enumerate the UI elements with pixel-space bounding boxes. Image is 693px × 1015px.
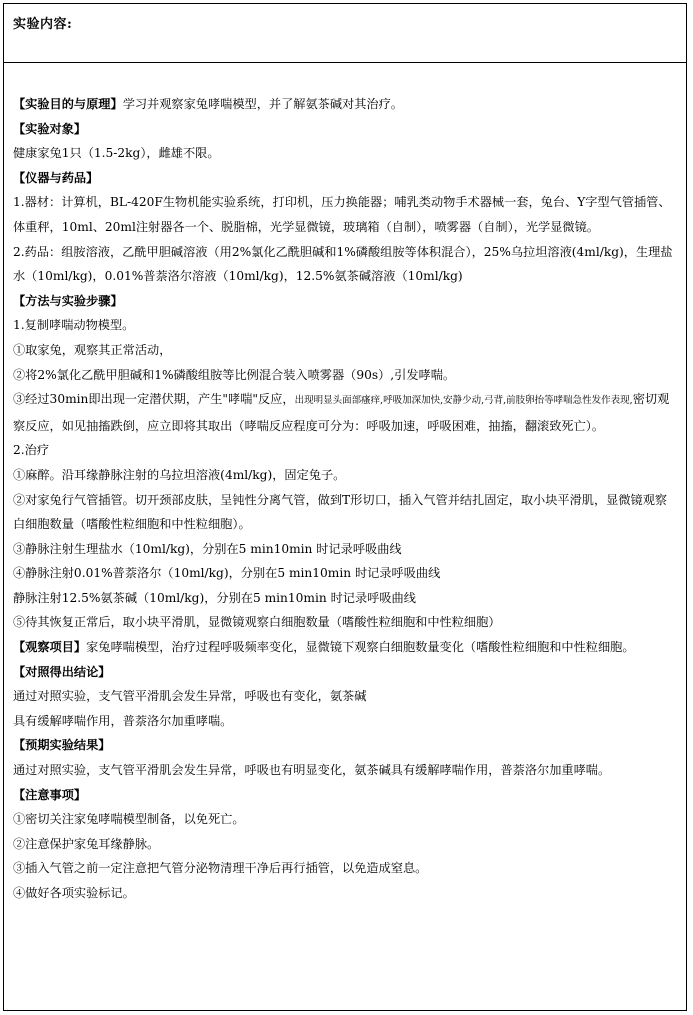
method-step-text: 密切观察反应，如见抽搐跌倒，应立即将其取出（哮喘反应程度可分为：呼吸加速，呼吸困难，抽搐，翻滚致死亡）。 xyxy=(13,392,670,433)
experiment-content xyxy=(13,92,677,906)
note-item: ②注意保护家兔耳缘静脉。 xyxy=(13,836,160,851)
method-step-note: 出现明显头面部瘙痒,呼吸加深加快,安静少动,弓背,前肢卵抬等哮喘急性发作表现, xyxy=(294,395,633,407)
section-heading: 【对照得出结论】 xyxy=(13,664,111,679)
note-item: ③插入气管之前一定注意把气管分泌物清理干净后再行插管，以免造成窒息。 xyxy=(13,861,428,876)
observation-paragraph xyxy=(13,635,677,660)
conclusion-text: 具有缓解哮喘作用，普萘洛尔加重哮喘。 xyxy=(13,713,233,728)
method-step: ②将2%氯化乙酰甲胆碱和1%磷酸组胺等比例混合装入喷雾器（90s）,引发哮喘。 xyxy=(13,367,456,382)
section-heading: 【实验目的与原理】 xyxy=(13,97,123,111)
section-heading: 【仪器与药品】 xyxy=(13,170,99,185)
section-heading: 【方法与实验步骤】 xyxy=(13,293,123,308)
method-step: ①取家兔，观察其正常活动， xyxy=(13,342,172,357)
purpose-text: 学习并观察家兔哮喘模型，并了解氨茶碱对其治疗。 xyxy=(122,97,403,111)
method-step: ②对家兔行气管插管。切开颈部皮肤，呈钝性分离气管，做到T形切口，插入气管并结扎固定，取小块平滑肌，显微镜观察白细胞数量（嗜酸性粒细胞和中性粒细胞）。 xyxy=(13,492,668,532)
method-step: ④静脉注射0.01%普萘洛尔（10ml/kg)，分别在5 min10min 时记录呼吸曲线 xyxy=(13,566,441,581)
purpose-paragraph xyxy=(13,92,677,117)
method-step: 2.治疗 xyxy=(13,443,50,458)
equipment-text: 1.器材：计算机，BL-420F生物机能实验系统，打印机，压力换能器；哺乳类动物手术器械一套，兔台、Y字型气管插管、体重秤，10ml、20ml注射器各一个、脱脂棉，光学显微镜，玻璃箱（自制），喷雾器（自制），光学显微镜。 xyxy=(13,195,671,234)
section-heading: 【观察项目】 xyxy=(13,640,87,655)
section-heading: 【预期实验结果】 xyxy=(13,738,111,753)
note-item: ①密切关注家兔哮喘模型制备，以免死亡。 xyxy=(13,812,245,827)
section-heading: 【实验对象】 xyxy=(13,121,87,136)
expected-result-text: 通过对照实验，支气管平滑肌会发生异常，呼吸也有明显变化，氨茶碱具有缓解哮喘作用，普萘洛尔加重哮喘。 xyxy=(13,763,611,778)
document-frame xyxy=(3,3,687,1011)
method-step xyxy=(13,387,677,438)
method-step: 静脉注射12.5%氨茶碱（10ml/kg)，分别在5 min10min 时记录呼吸曲线 xyxy=(13,590,416,605)
subject-text: 健康家兔1只（1.5-2kg），雌雄不限。 xyxy=(13,146,220,161)
method-step: ①麻醉。沿耳缘静脉注射的乌拉坦溶液(4ml/kg)，固定兔子。 xyxy=(13,467,346,482)
method-step: ③静脉注射生理盐水（10ml/kg)，分别在5 min10min 时记录呼吸曲线 xyxy=(13,541,402,556)
drugs-text: 2.药品：组胺溶液，乙酰甲胆碱溶液（用2%氯化乙酰胆碱和1%磷酸组胺等体积混合），25%乌拉坦溶液(4ml/kg)，生理盐水（10ml/kg)，0.01%普萘洛尔溶液（10ml/kg)，12.5%氨茶碱溶液（10ml/kg) xyxy=(13,244,673,284)
section-heading: 【注意事项】 xyxy=(13,787,87,802)
method-step: ⑤待其恢复正常后，取小块平滑肌，显微镜观察白细胞数量（嗜酸性粒细胞和中性粒细胞） xyxy=(13,615,501,630)
observation-text: 家兔哮喘模型，治疗过程呼吸频率变化，显微镜下观察白细胞数量变化（嗜酸性粒细胞和中性粒细胞。 xyxy=(86,640,635,655)
method-step: 1.复制哮喘动物模型。 xyxy=(13,318,135,333)
method-step-text: ③经过30min即出现一定潜伏期，产生"哮喘"反应， xyxy=(13,392,295,407)
header-row xyxy=(4,4,686,63)
conclusion-text: 通过对照实验，支气管平滑肌会发生异常，呼吸也有变化，氨茶碱 xyxy=(13,689,367,704)
page-title: 实验内容: xyxy=(13,17,73,32)
note-item: ④做好各项实验标记。 xyxy=(13,886,135,900)
